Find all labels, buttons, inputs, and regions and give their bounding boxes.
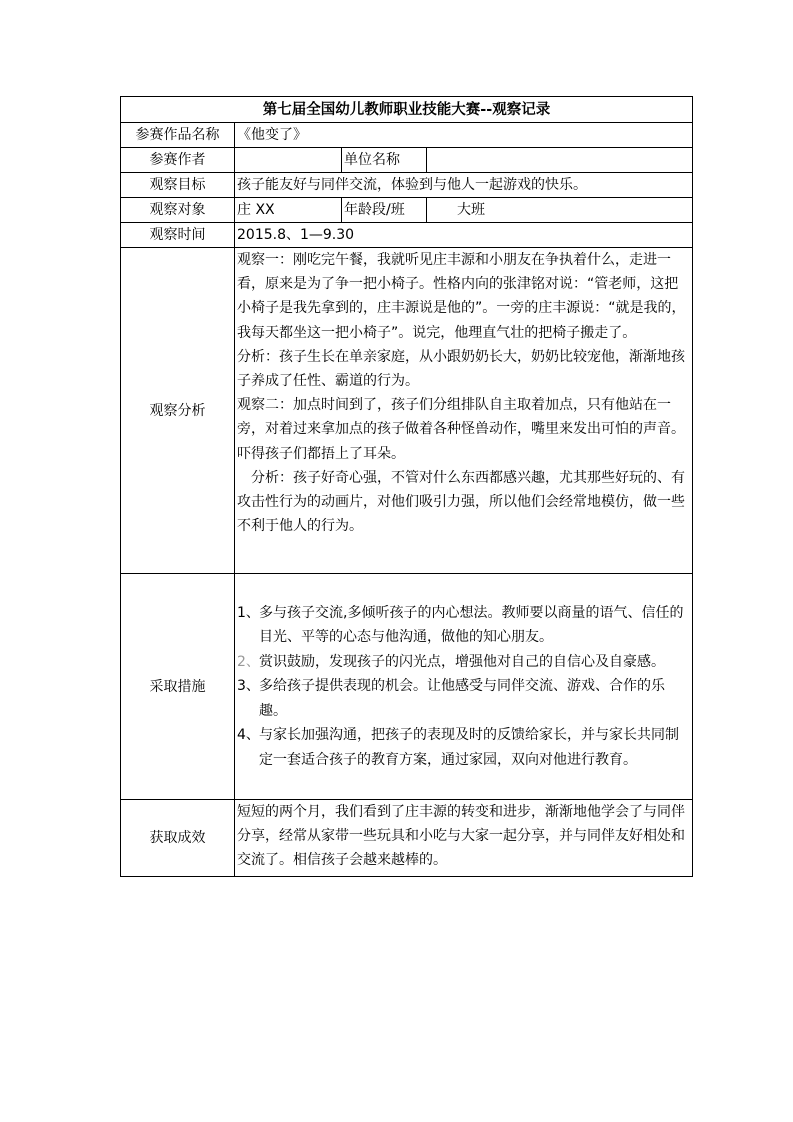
measure-number: 4、 (237, 727, 260, 744)
measure-item (237, 723, 690, 772)
goal-row (121, 173, 693, 198)
goal-value: 孩子能友好与同伴交流，体验到与他人一起游戏的快乐。 (235, 173, 693, 198)
analysis-label: 观察分析 (121, 248, 235, 574)
result-label: 获取成效 (121, 800, 235, 877)
work-name-label: 参赛作品名称 (121, 123, 235, 148)
subject-label: 观察对象 (121, 198, 235, 223)
result-content: 短短的两个月，我们看到了庄丰源的转变和进步，渐渐地他学会了与同伴分享，经常从家带一些玩具和小吃与大家一起分享，并与同伴友好相处和交流了。相信孩子会越来越棒的。 (235, 800, 693, 877)
unit-name-value (427, 148, 693, 173)
goal-label: 观察目标 (121, 173, 235, 198)
analysis-paragraph: 观察一：刚吃完午餐，我就听见庄丰源和小朋友在争执着什么，走进一看，原来是为了争一把小椅子。性格内向的张津铭对说：“管老师，这把小椅子是我先拿到的，庄丰源说是他的”。一旁的庄丰源说：“就是我的，我每天都坐这一把小椅子”。说完，他理直气壮的把椅子搬走了。 (237, 252, 686, 341)
document-title: 第七届全国幼儿教师职业技能大赛--观察记录 (121, 97, 693, 123)
measure-number: 2、 (237, 653, 260, 670)
observation-record-sheet (120, 96, 692, 877)
author-value (235, 148, 342, 173)
observation-table (120, 96, 693, 877)
age-class-value: 大班 (427, 198, 693, 223)
analysis-paragraph: 观察二：加点时间到了，孩子们分组排队自主取着加点，只有他站在一旁，对着过来拿加点的孩子做着各种怪兽动作，嘴里来发出可怕的声音。吓得孩子们都捂上了耳朵。 (237, 397, 685, 462)
time-value: 2015.8、1—9.30 (235, 223, 693, 248)
measure-item (237, 650, 690, 675)
measure-text: 多给孩子提供表现的机会。让他感受与同伴交流、游戏、合作的乐趣。 (259, 678, 665, 719)
time-label: 观察时间 (121, 223, 235, 248)
measure-item (237, 674, 690, 723)
measure-item (237, 601, 690, 650)
analysis-content (235, 248, 693, 574)
measure-number: 1、 (237, 604, 260, 621)
author-row (121, 148, 693, 173)
measures-row (121, 574, 693, 800)
work-name-value: 《他变了》 (235, 123, 693, 148)
age-class-label: 年龄段/班 (342, 198, 427, 223)
measure-text: 赏识鼓励，发现孩子的闪光点，增强他对自己的自信心及自豪感。 (259, 653, 665, 670)
measure-text: 多与孩子交流,多倾听孩子的内心想法。教师要以商量的语气、信任的目光、平等的心态与他沟通，做他的知心朋友。 (259, 604, 684, 646)
analysis-row (121, 248, 693, 574)
unit-name-label: 单位名称 (342, 148, 427, 173)
measure-text: 与家长加强沟通，把孩子的表现及时的反馈给家长，并与家长共同制定一套适合孩子的教育方案，通过家园，双向对他进行教育。 (259, 727, 679, 768)
subject-row (121, 198, 693, 223)
measures-label: 采取措施 (121, 574, 235, 800)
measure-number: 3、 (237, 678, 260, 695)
result-row (121, 800, 693, 877)
subject-value: 庄 XX (235, 198, 342, 223)
measures-content (235, 574, 693, 800)
time-row (121, 223, 693, 248)
analysis-paragraph: 分析：孩子生长在单亲家庭，从小跟奶奶长大，奶奶比较宠他，渐渐地孩子养成了任性、霸道的行为。 (237, 348, 685, 390)
author-label: 参赛作者 (121, 148, 235, 173)
work-name-row (121, 123, 693, 148)
analysis-paragraph: 分析：孩子好奇心强，不管对什么东西都感兴趣，尤其那些好玩的、有攻击性行为的动画片，对他们吸引力强，所以他们会经常地模仿，做一些不利于他人的行为。 (237, 469, 685, 535)
title-row (121, 97, 693, 123)
